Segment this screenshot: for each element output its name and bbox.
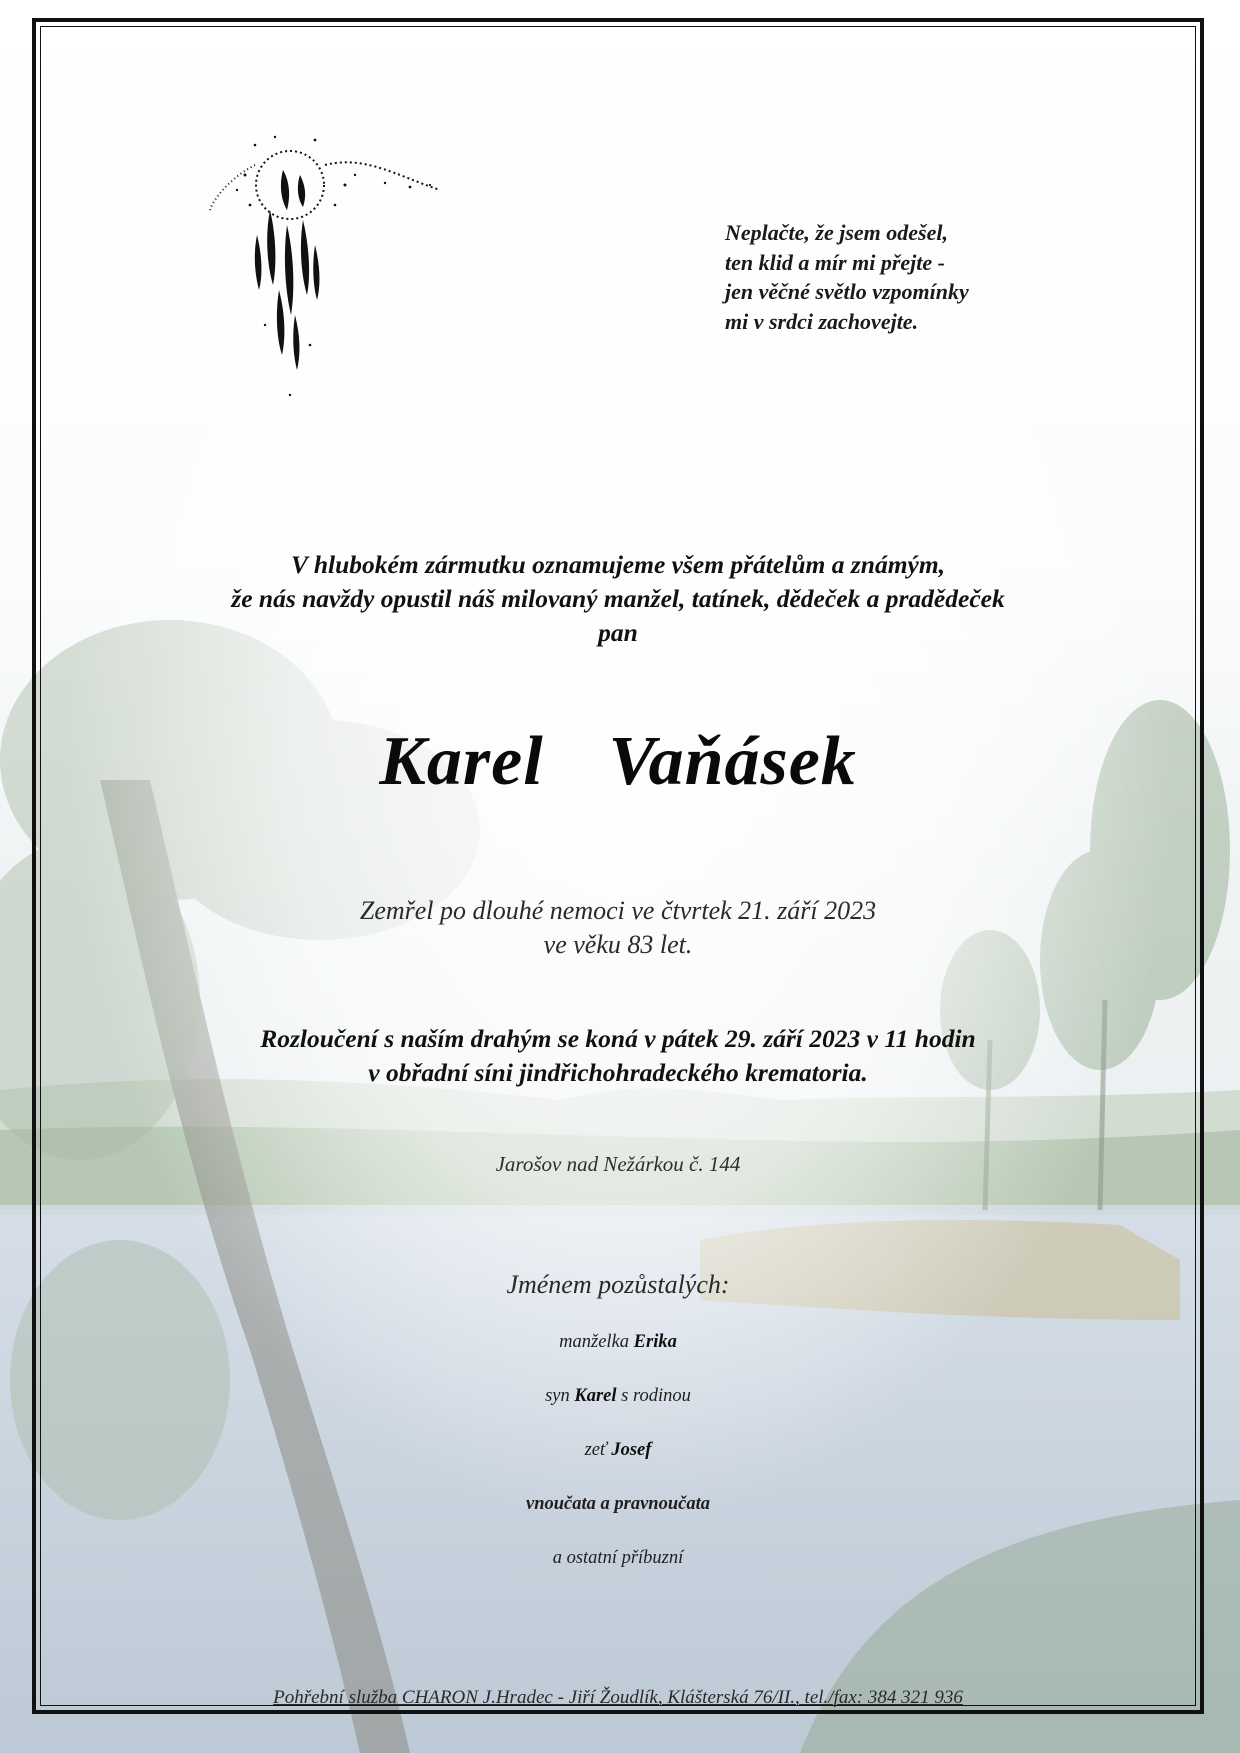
poem-line: Neplačte, že jsem odešel, <box>725 220 948 245</box>
announcement-intro <box>46 548 1190 650</box>
candle-flame-icon <box>195 115 455 415</box>
funeral-details <box>46 1022 1190 1090</box>
death-line: ve věku 83 let. <box>543 930 693 959</box>
funeral-line: Rozloučení s naším drahým se koná v pátek 29. září 2023 v 11 hodin <box>260 1024 976 1053</box>
survivor-name: Karel <box>574 1386 617 1406</box>
intro-line: že nás navždy opustil náš milovaný manžel, tatínek, dědeček a pradědeček <box>231 584 1005 613</box>
survivor-relation: zeť <box>584 1440 612 1460</box>
poem-line: mi v srdci zachovejte. <box>725 308 919 334</box>
survivor-relation: syn <box>545 1386 575 1406</box>
family-address: Jarošov nad Nežárkou č. 144 <box>495 1152 741 1176</box>
death-line: Zemřel po dlouhé nemoci ve čtvrtek 21. září 2023 <box>359 896 877 925</box>
death-details <box>46 894 1190 962</box>
survivor-wife <box>46 1329 1190 1355</box>
survivor-suffix: s rodinou <box>616 1386 691 1406</box>
deceased-name: Karel Vaňásek <box>379 723 857 800</box>
survivor-name: Josef <box>611 1440 652 1460</box>
survivor-name: Erika <box>633 1332 677 1352</box>
poem-line: jen věčné světlo vzpomínky <box>725 279 969 304</box>
survivor-son-in-law <box>46 1437 1190 1463</box>
poem <box>725 218 1105 336</box>
survivor-relatives: a ostatní příbuzní <box>552 1548 684 1568</box>
survivor-grandchildren: vnoučata a pravnoučata <box>526 1494 710 1514</box>
poem-line: ten klid a mír mi přejte - <box>725 249 945 275</box>
funeral-service-footer: Pohřební služba CHARON J.Hradec - Jiří Žoudlík, Klášterská 76/II., tel./fax: 384 321 936 <box>273 1687 963 1708</box>
survivor-son <box>46 1383 1190 1409</box>
intro-line: pan <box>598 618 638 647</box>
intro-line: V hlubokém zármutku oznamujeme všem přátelům a známým, <box>290 550 946 579</box>
funeral-line: v obřadní síni jindřichohradeckého krematoria. <box>368 1058 868 1087</box>
survivors-heading: Jménem pozůstalých: <box>506 1270 730 1299</box>
survivor-relation: manželka <box>559 1332 634 1352</box>
